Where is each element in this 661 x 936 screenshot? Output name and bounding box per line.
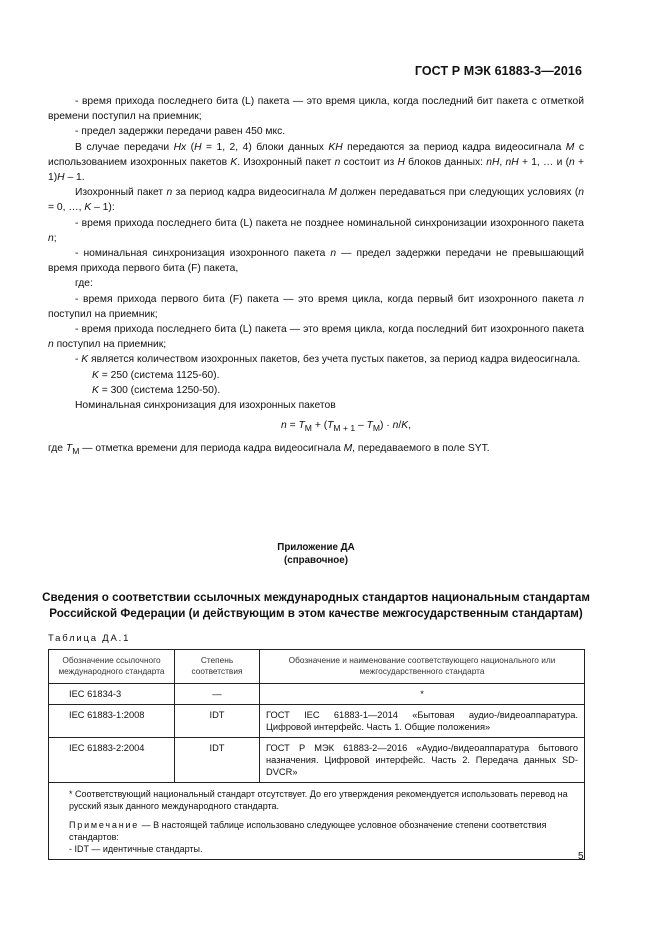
paragraph: В случае передачи Hx (H = 1, 2, 4) блоки данных KH передаются за период кадра видеосигнала M с использованием изохронных пакетов K. Изохронный пакет n состоит из H блоков данных: nH, nH + 1, … и (n + 1)H – 1.	[48, 141, 584, 184]
table-header-row	[49, 650, 585, 684]
table-cell: IEC 61834-3	[49, 684, 175, 705]
paragraph: где $T_M$ — отметка времени для периода кадра видеосигнала M, передаваемого в поле SYT.	[48, 442, 490, 456]
table-footnotes	[49, 783, 585, 860]
table-row	[49, 705, 585, 738]
paragraph: K = 300 (система 1250-50).	[92, 384, 221, 396]
standards-table	[48, 649, 585, 860]
table-cell: ГОСТ Р МЭК 61883-2—2016 «Аудио-/видеоаппаратура бытового назначения. Цифровой интерфейс. Часть 2. Передача данных SD-DVCR»	[260, 738, 585, 783]
paragraph: где:	[75, 278, 93, 290]
column-header: Обозначение ссылочного международного стандарта	[49, 650, 175, 684]
paragraph: K = 250 (система 1125-60).	[92, 369, 220, 381]
text-line: - предел задержки передачи равен 450 мкс.	[75, 126, 286, 138]
appendix-subtitle: (справочное)	[284, 555, 348, 566]
table-caption: Таблица ДА.1	[48, 633, 131, 644]
page-number: 5	[578, 851, 584, 862]
footnote: * Соответствующий национальный стандарт отсутствует. До его утверждения рекомендуется использовать перевод на русский язык данного международного стандарта.	[69, 789, 568, 811]
formula: $n = T_M + (T_{M + 1} - T_M) \cdot n/K$,	[281, 420, 411, 434]
table-row	[49, 738, 585, 783]
paragraph: - время прихода первого бита (F) пакета — это время цикла, когда первый бит изохронного пакета n поступил на приемник;	[48, 293, 584, 320]
note: Примечание — В настоящей таблице использовано следующее условное обозначение степени соответствия стандартов:	[69, 820, 547, 842]
text-line: - время прихода последнего бита (L) пакета — это время цикла, когда последний бит пакета с отметкой времени поступил на приемник;	[48, 96, 584, 123]
column-header: Степень соответствия	[175, 650, 260, 684]
table-cell: IEC 61883-1:2008	[49, 705, 175, 738]
paragraph: Номинальная синхронизация для изохронных пакетов	[75, 400, 336, 412]
paragraph	[48, 124, 584, 139]
column-header: Обозначение и наименование соответствующего национального или межгосударственного стандарта	[260, 650, 585, 684]
paragraph: - время прихода последнего бита (L) пакета — это время цикла, когда последний бит изохронного пакета n поступил на приемник;	[48, 324, 584, 351]
table-row	[49, 684, 585, 705]
body-text	[48, 94, 584, 459]
table-cell: IEC 61883-2:2004	[49, 738, 175, 783]
table-cell: *	[260, 684, 585, 705]
table-cell: ГОСТ IEC 61883-1—2014 «Бытовая аудио-/видеоаппаратура. Цифровой интерфейс. Часть 1. Общие положения»	[260, 705, 585, 738]
table-footer-row	[49, 783, 585, 860]
appendix-title: Приложение ДА	[277, 542, 355, 553]
paragraph: - время прихода последнего бита (L) пакета не позднее номинальной синхронизации изохронного пакета n;	[48, 217, 584, 244]
appendix-label	[48, 541, 584, 567]
paragraph: Изохронный пакет n за период кадра видеосигнала M должен передаваться при следующих условиях (n = 0, …, K – 1):	[48, 187, 585, 214]
table-cell: —	[175, 684, 260, 705]
note-item: - IDT — идентичные стандарты.	[69, 844, 203, 854]
paragraph	[48, 94, 584, 124]
document-header: ГОСТ Р МЭК 61883-3—2016	[414, 64, 582, 78]
table-cell: IDT	[175, 705, 260, 738]
appendix-heading: Сведения о соответствии ссылочных международных стандартов национальным стандартам Российской Федерации (и действующим в этом качестве межгосударственным стандартам)	[42, 591, 590, 620]
table-cell: IDT	[175, 738, 260, 783]
paragraph: - номинальная синхронизация изохронного пакета n — предел задержки передачи не превышающий время прихода первого бита (F) пакета,	[48, 248, 584, 275]
paragraph: - K является количеством изохронных пакетов, без учета пустых пакетов, за период кадра видеосигнала.	[75, 354, 581, 366]
